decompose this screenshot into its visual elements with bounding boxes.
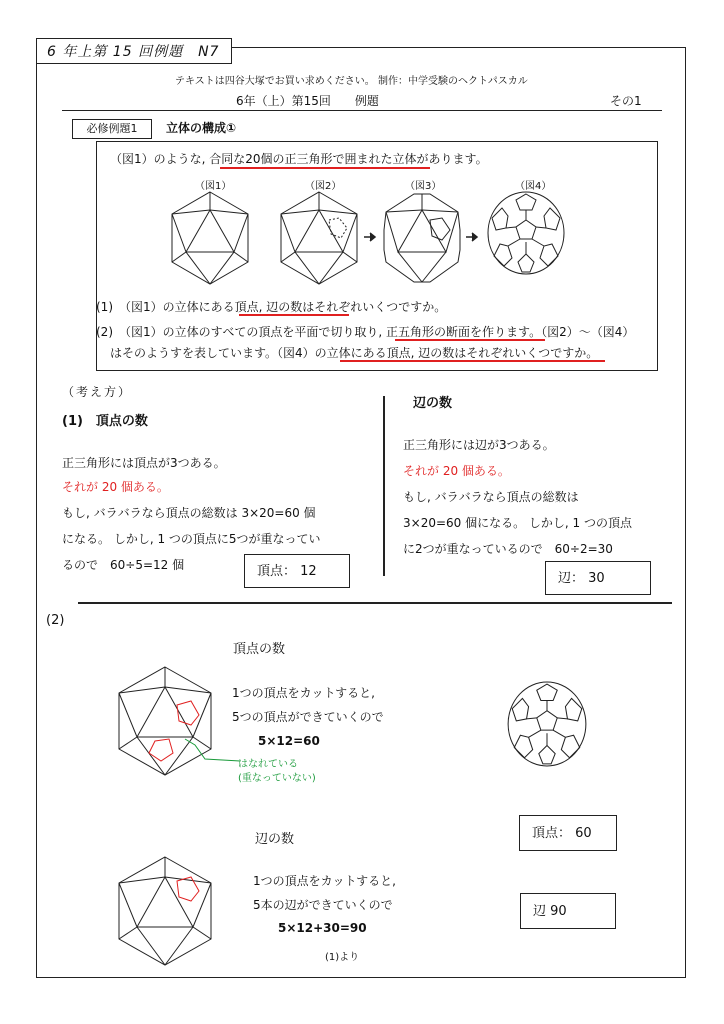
header-part: その1: [610, 94, 642, 108]
problem-intro: （図1）のような, 合同な20個の正三角形で囲まれた立体があります。: [110, 152, 488, 166]
edges-line-1: 正三角形には辺が3つある。: [403, 438, 555, 452]
arrow-icon-2: [466, 232, 480, 242]
problem-topic: 立体の構成①: [166, 121, 237, 135]
header-rule: [62, 110, 662, 111]
fig4-label: （図4）: [515, 181, 552, 192]
intro-underline: [220, 167, 430, 169]
p1-line-3: もし, バラバラなら頂点の総数は 3×20=60 個: [62, 506, 316, 520]
q1-underline: [239, 314, 349, 316]
part2-edge-line-1: 1つの頂点をカットすると,: [253, 874, 396, 888]
part2-vertex-line-1: 1つの頂点をカットすると,: [232, 686, 375, 700]
edges-line-4: 3×20=60 個になる。 しかし, 1 つの頂点: [403, 516, 632, 530]
soccer-ball-figure: [505, 680, 589, 768]
column-divider: [383, 396, 385, 576]
thinking-heading: （考え方）: [62, 385, 133, 399]
p1-line-4: になる。 しかし, 1 つの頂点に5つが重なってい: [62, 532, 321, 546]
edges-heading: 辺の数: [413, 396, 453, 411]
page-tab-label: 6 年上第 15 回例題 N7: [36, 38, 232, 64]
p1-answer-box: 頂点： 12: [244, 554, 350, 588]
pointer-line: [185, 735, 245, 765]
header-title: 6年（上）第15回 例題: [236, 94, 379, 108]
part2-edge-heading: 辺の数: [255, 832, 295, 847]
q2b-underline: [340, 360, 605, 362]
part2-vertex-heading: 頂点の数: [233, 642, 286, 657]
problem-tag: 必修例題1: [72, 119, 152, 139]
truncating-figure-3: [380, 190, 464, 286]
part2-vertex-calc: 5×12=60: [258, 734, 320, 748]
edges-line-5: に2つが重なっているので 60÷2=30: [403, 542, 613, 556]
question-1: (1) （図1）の立体にある頂点, 辺の数はそれぞれいくつですか。: [96, 300, 447, 314]
arrow-icon: [364, 232, 378, 242]
p1-line-2: それが 20 個ある。: [62, 480, 169, 494]
p1-heading: (1) 頂点の数: [62, 414, 148, 429]
question-2b: はそのようすを表しています。（図4）の立体にある頂点, 辺の数はそれぞれいくつですか。: [110, 346, 599, 360]
part2-vertex-answer: 頂点： 60: [519, 815, 617, 851]
fig1-label: （図1）: [195, 181, 232, 192]
edge-note: (1)より: [325, 952, 360, 963]
p1-line-1: 正三角形には頂点が3つある。: [62, 456, 226, 470]
truncated-icosahedron-figure-4: [486, 190, 566, 276]
fig3-label: （図3）: [405, 181, 442, 192]
edges-line-3: もし, バラバラなら頂点の総数は: [403, 490, 579, 504]
part2-label: (2): [46, 613, 65, 628]
part2-edge-calc: 5×12+30=90: [278, 921, 367, 935]
icosahedron-figure-1: [168, 190, 252, 286]
section-divider: [78, 602, 672, 604]
question-2a: (2) （図1）の立体のすべての頂点を平面で切り取り, 正五角形の断面を作ります。（図2）～（図4）: [96, 325, 635, 339]
part2-vertex-line-2: 5つの頂点ができていくので: [232, 710, 384, 724]
fig2-label: （図2）: [305, 181, 342, 192]
notice-text: テキストは四谷大塚でお買い求めください。 制作：中学受験のヘクトパスカル: [175, 76, 528, 87]
part2-edge-answer: 辺 90: [520, 893, 616, 929]
icosahedron-cut-edge: [115, 855, 215, 967]
edges-answer-box: 辺： 30: [545, 561, 651, 595]
icosahedron-figure-2: [277, 190, 361, 286]
edges-line-2: それが 20 個ある。: [403, 464, 510, 478]
p1-line-5: るので 60÷5=12 個: [62, 558, 185, 572]
overlap-note: はなれている (重なっていない): [238, 759, 316, 784]
q2-underline: [395, 339, 545, 341]
part2-edge-line-2: 5本の辺ができていくので: [253, 898, 393, 912]
